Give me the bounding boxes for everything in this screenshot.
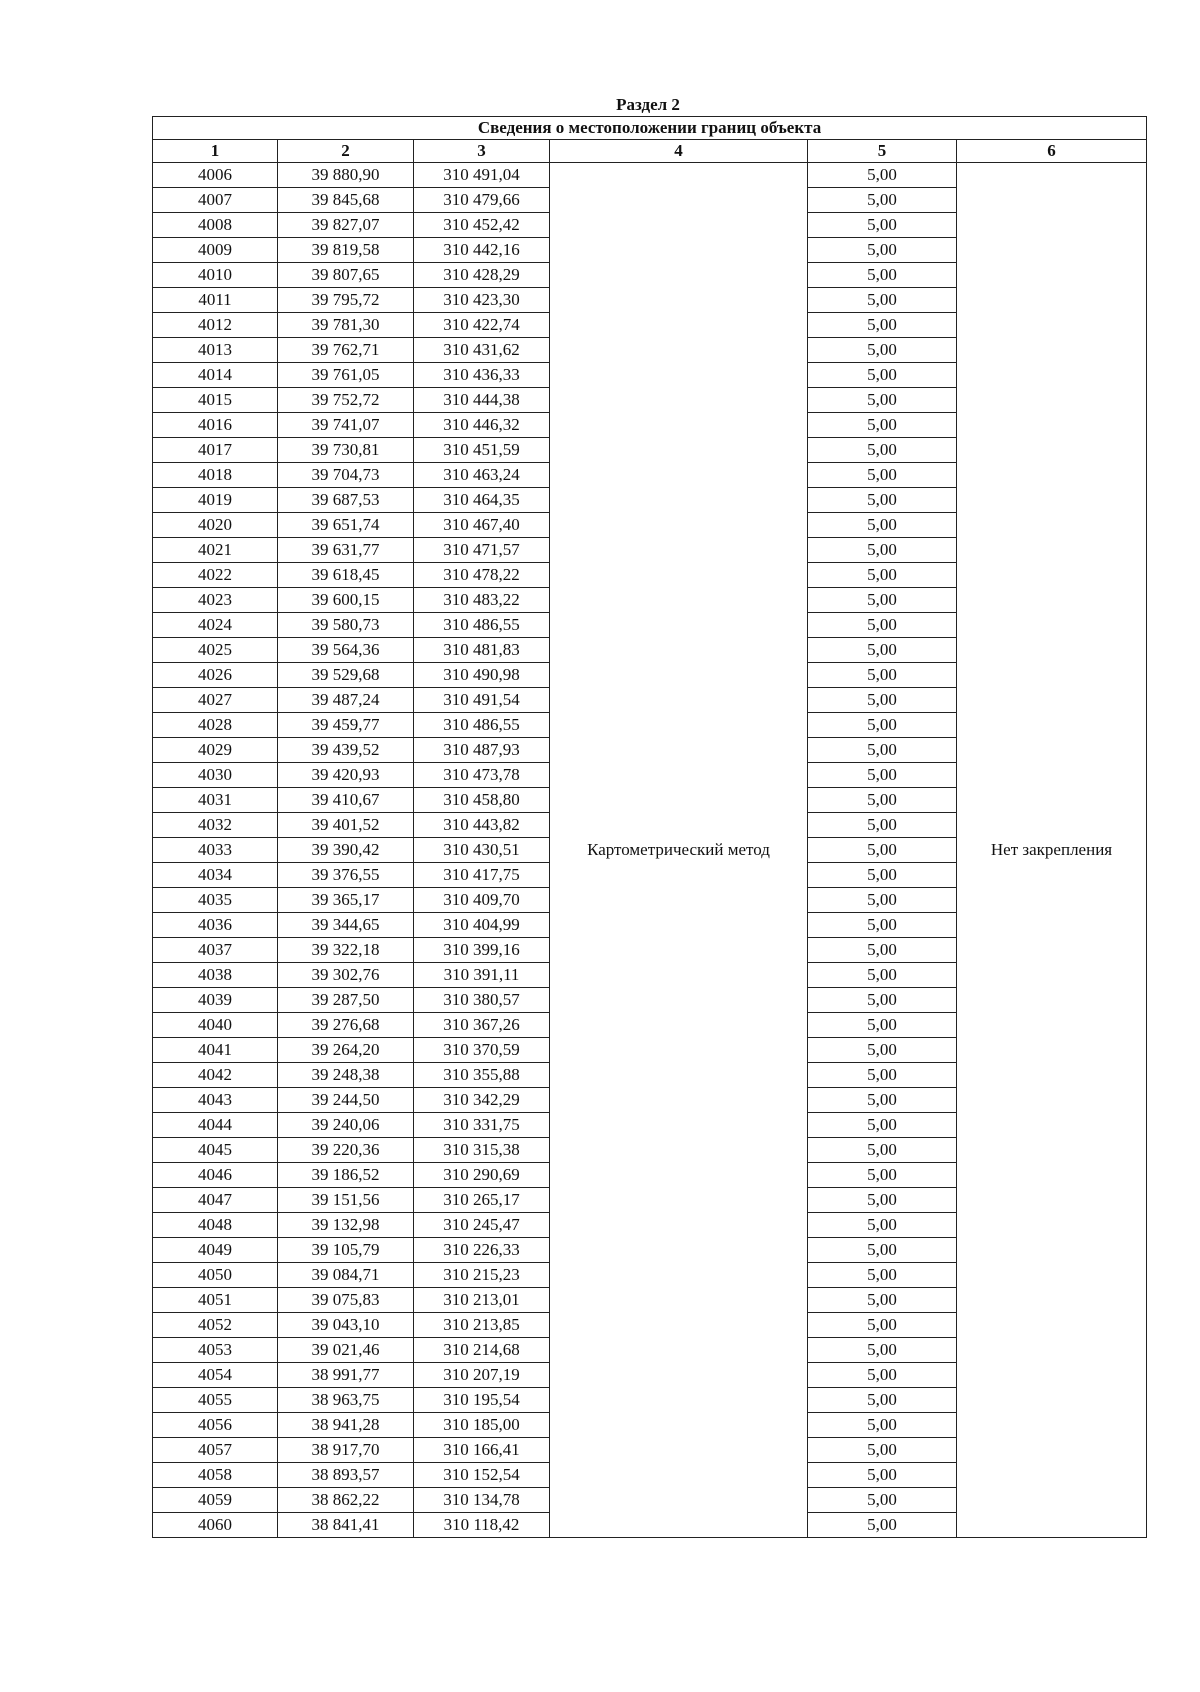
point-number-cell: 4049 (153, 1238, 278, 1263)
accuracy-cell: 5,00 (808, 463, 957, 488)
point-number-cell: 4060 (153, 1513, 278, 1538)
accuracy-cell: 5,00 (808, 1288, 957, 1313)
x-coordinate-cell: 39 365,17 (278, 888, 414, 913)
point-number-cell: 4036 (153, 913, 278, 938)
point-number-cell: 4027 (153, 688, 278, 713)
y-coordinate-cell: 310 342,29 (414, 1088, 550, 1113)
accuracy-cell: 5,00 (808, 1488, 957, 1513)
accuracy-cell: 5,00 (808, 1388, 957, 1413)
point-number-cell: 4018 (153, 463, 278, 488)
y-coordinate-cell: 310 444,38 (414, 388, 550, 413)
point-number-cell: 4013 (153, 338, 278, 363)
column-number-1: 1 (153, 140, 278, 163)
x-coordinate-cell: 39 618,45 (278, 563, 414, 588)
point-number-cell: 4031 (153, 788, 278, 813)
y-coordinate-cell: 310 478,22 (414, 563, 550, 588)
point-number-cell: 4022 (153, 563, 278, 588)
point-number-cell: 4020 (153, 513, 278, 538)
x-coordinate-cell: 39 248,38 (278, 1063, 414, 1088)
point-number-cell: 4006 (153, 163, 278, 188)
x-coordinate-cell: 39 244,50 (278, 1088, 414, 1113)
accuracy-cell: 5,00 (808, 638, 957, 663)
point-number-cell: 4051 (153, 1288, 278, 1313)
x-coordinate-cell: 39 762,71 (278, 338, 414, 363)
accuracy-cell: 5,00 (808, 163, 957, 188)
y-coordinate-cell: 310 463,24 (414, 463, 550, 488)
accuracy-cell: 5,00 (808, 1463, 957, 1488)
accuracy-cell: 5,00 (808, 1013, 957, 1038)
y-coordinate-cell: 310 380,57 (414, 988, 550, 1013)
x-coordinate-cell: 39 287,50 (278, 988, 414, 1013)
accuracy-cell: 5,00 (808, 1363, 957, 1388)
accuracy-cell: 5,00 (808, 738, 957, 763)
point-number-cell: 4055 (153, 1388, 278, 1413)
point-number-cell: 4040 (153, 1013, 278, 1038)
y-coordinate-cell: 310 195,54 (414, 1388, 550, 1413)
accuracy-cell: 5,00 (808, 888, 957, 913)
column-number-2: 2 (278, 140, 414, 163)
x-coordinate-cell: 39 819,58 (278, 238, 414, 263)
x-coordinate-cell: 39 302,76 (278, 963, 414, 988)
accuracy-cell: 5,00 (808, 488, 957, 513)
x-coordinate-cell: 39 151,56 (278, 1188, 414, 1213)
x-coordinate-cell: 39 827,07 (278, 213, 414, 238)
x-coordinate-cell: 39 420,93 (278, 763, 414, 788)
point-number-cell: 4024 (153, 613, 278, 638)
accuracy-cell: 5,00 (808, 388, 957, 413)
accuracy-cell: 5,00 (808, 513, 957, 538)
y-coordinate-cell: 310 446,32 (414, 413, 550, 438)
accuracy-cell: 5,00 (808, 1263, 957, 1288)
point-number-cell: 4052 (153, 1313, 278, 1338)
x-coordinate-cell: 39 651,74 (278, 513, 414, 538)
point-number-cell: 4033 (153, 838, 278, 863)
x-coordinate-cell: 39 845,68 (278, 188, 414, 213)
y-coordinate-cell: 310 331,75 (414, 1113, 550, 1138)
y-coordinate-cell: 310 491,54 (414, 688, 550, 713)
y-coordinate-cell: 310 436,33 (414, 363, 550, 388)
column-numbers-row (153, 140, 1147, 163)
accuracy-cell: 5,00 (808, 1338, 957, 1363)
point-number-cell: 4021 (153, 538, 278, 563)
point-number-cell: 4056 (153, 1413, 278, 1438)
y-coordinate-cell: 310 315,38 (414, 1138, 550, 1163)
table-caption-row (153, 117, 1147, 140)
point-number-cell: 4037 (153, 938, 278, 963)
point-number-cell: 4019 (153, 488, 278, 513)
point-number-cell: 4028 (153, 713, 278, 738)
point-number-cell: 4014 (153, 363, 278, 388)
accuracy-cell: 5,00 (808, 338, 957, 363)
y-coordinate-cell: 310 290,69 (414, 1163, 550, 1188)
accuracy-cell: 5,00 (808, 838, 957, 863)
x-coordinate-cell: 39 459,77 (278, 713, 414, 738)
table-row (153, 163, 1147, 188)
point-number-cell: 4023 (153, 588, 278, 613)
accuracy-cell: 5,00 (808, 1063, 957, 1088)
accuracy-cell: 5,00 (808, 1238, 957, 1263)
x-coordinate-cell: 39 410,67 (278, 788, 414, 813)
x-coordinate-cell: 39 376,55 (278, 863, 414, 888)
point-number-cell: 4012 (153, 313, 278, 338)
accuracy-cell: 5,00 (808, 413, 957, 438)
y-coordinate-cell: 310 404,99 (414, 913, 550, 938)
y-coordinate-cell: 310 471,57 (414, 538, 550, 563)
accuracy-cell: 5,00 (808, 438, 957, 463)
boundary-coordinates-table (152, 116, 1147, 1538)
x-coordinate-cell: 39 084,71 (278, 1263, 414, 1288)
point-number-cell: 4039 (153, 988, 278, 1013)
y-coordinate-cell: 310 391,11 (414, 963, 550, 988)
x-coordinate-cell: 38 917,70 (278, 1438, 414, 1463)
x-coordinate-cell: 39 322,18 (278, 938, 414, 963)
table-caption: Сведения о местоположении границ объекта (153, 117, 1147, 140)
y-coordinate-cell: 310 213,85 (414, 1313, 550, 1338)
y-coordinate-cell: 310 399,16 (414, 938, 550, 963)
x-coordinate-cell: 39 186,52 (278, 1163, 414, 1188)
y-coordinate-cell: 310 370,59 (414, 1038, 550, 1063)
accuracy-cell: 5,00 (808, 213, 957, 238)
point-number-cell: 4057 (153, 1438, 278, 1463)
x-coordinate-cell: 39 132,98 (278, 1213, 414, 1238)
y-coordinate-cell: 310 487,93 (414, 738, 550, 763)
x-coordinate-cell: 39 021,46 (278, 1338, 414, 1363)
column-number-5: 5 (808, 140, 957, 163)
accuracy-cell: 5,00 (808, 563, 957, 588)
point-number-cell: 4016 (153, 413, 278, 438)
column-number-4: 4 (550, 140, 808, 163)
accuracy-cell: 5,00 (808, 538, 957, 563)
accuracy-cell: 5,00 (808, 938, 957, 963)
y-coordinate-cell: 310 422,74 (414, 313, 550, 338)
y-coordinate-cell: 310 423,30 (414, 288, 550, 313)
y-coordinate-cell: 310 409,70 (414, 888, 550, 913)
y-coordinate-cell: 310 452,42 (414, 213, 550, 238)
y-coordinate-cell: 310 473,78 (414, 763, 550, 788)
point-number-cell: 4041 (153, 1038, 278, 1063)
accuracy-cell: 5,00 (808, 613, 957, 638)
point-number-cell: 4030 (153, 763, 278, 788)
point-number-cell: 4044 (153, 1113, 278, 1138)
point-number-cell: 4054 (153, 1363, 278, 1388)
y-coordinate-cell: 310 185,00 (414, 1413, 550, 1438)
x-coordinate-cell: 39 781,30 (278, 313, 414, 338)
fixing-cell: Нет закрепления (957, 163, 1147, 1538)
accuracy-cell: 5,00 (808, 1163, 957, 1188)
x-coordinate-cell: 39 529,68 (278, 663, 414, 688)
x-coordinate-cell: 39 220,36 (278, 1138, 414, 1163)
point-number-cell: 4011 (153, 288, 278, 313)
x-coordinate-cell: 39 344,65 (278, 913, 414, 938)
point-number-cell: 4050 (153, 1263, 278, 1288)
point-number-cell: 4025 (153, 638, 278, 663)
y-coordinate-cell: 310 213,01 (414, 1288, 550, 1313)
y-coordinate-cell: 310 483,22 (414, 588, 550, 613)
y-coordinate-cell: 310 367,26 (414, 1013, 550, 1038)
point-number-cell: 4048 (153, 1213, 278, 1238)
point-number-cell: 4045 (153, 1138, 278, 1163)
accuracy-cell: 5,00 (808, 1213, 957, 1238)
y-coordinate-cell: 310 443,82 (414, 813, 550, 838)
y-coordinate-cell: 310 486,55 (414, 613, 550, 638)
point-number-cell: 4034 (153, 863, 278, 888)
accuracy-cell: 5,00 (808, 788, 957, 813)
x-coordinate-cell: 39 276,68 (278, 1013, 414, 1038)
x-coordinate-cell: 38 991,77 (278, 1363, 414, 1388)
accuracy-cell: 5,00 (808, 913, 957, 938)
x-coordinate-cell: 38 941,28 (278, 1413, 414, 1438)
accuracy-cell: 5,00 (808, 863, 957, 888)
point-number-cell: 4007 (153, 188, 278, 213)
section-title: Раздел 2 (616, 95, 680, 114)
point-number-cell: 4059 (153, 1488, 278, 1513)
accuracy-cell: 5,00 (808, 263, 957, 288)
accuracy-cell: 5,00 (808, 288, 957, 313)
point-number-cell: 4046 (153, 1163, 278, 1188)
y-coordinate-cell: 310 479,66 (414, 188, 550, 213)
point-number-cell: 4026 (153, 663, 278, 688)
accuracy-cell: 5,00 (808, 313, 957, 338)
column-number-6: 6 (957, 140, 1147, 163)
y-coordinate-cell: 310 207,19 (414, 1363, 550, 1388)
y-coordinate-cell: 310 442,16 (414, 238, 550, 263)
x-coordinate-cell: 38 893,57 (278, 1463, 414, 1488)
y-coordinate-cell: 310 451,59 (414, 438, 550, 463)
accuracy-cell: 5,00 (808, 1413, 957, 1438)
accuracy-cell: 5,00 (808, 713, 957, 738)
y-coordinate-cell: 310 214,68 (414, 1338, 550, 1363)
y-coordinate-cell: 310 417,75 (414, 863, 550, 888)
y-coordinate-cell: 310 245,47 (414, 1213, 550, 1238)
x-coordinate-cell: 39 687,53 (278, 488, 414, 513)
point-number-cell: 4017 (153, 438, 278, 463)
accuracy-cell: 5,00 (808, 688, 957, 713)
x-coordinate-cell: 39 761,05 (278, 363, 414, 388)
accuracy-cell: 5,00 (808, 1038, 957, 1063)
y-coordinate-cell: 310 118,42 (414, 1513, 550, 1538)
x-coordinate-cell: 39 807,65 (278, 263, 414, 288)
table-body (153, 163, 1147, 1538)
point-number-cell: 4008 (153, 213, 278, 238)
accuracy-cell: 5,00 (808, 813, 957, 838)
point-number-cell: 4058 (153, 1463, 278, 1488)
point-number-cell: 4047 (153, 1188, 278, 1213)
x-coordinate-cell: 39 580,73 (278, 613, 414, 638)
method-cell: Картометрический метод (550, 163, 808, 1538)
y-coordinate-cell: 310 265,17 (414, 1188, 550, 1213)
point-number-cell: 4042 (153, 1063, 278, 1088)
point-number-cell: 4043 (153, 1088, 278, 1113)
accuracy-cell: 5,00 (808, 1138, 957, 1163)
y-coordinate-cell: 310 226,33 (414, 1238, 550, 1263)
point-number-cell: 4029 (153, 738, 278, 763)
point-number-cell: 4009 (153, 238, 278, 263)
accuracy-cell: 5,00 (808, 663, 957, 688)
accuracy-cell: 5,00 (808, 988, 957, 1013)
accuracy-cell: 5,00 (808, 188, 957, 213)
point-number-cell: 4010 (153, 263, 278, 288)
x-coordinate-cell: 39 795,72 (278, 288, 414, 313)
y-coordinate-cell: 310 215,23 (414, 1263, 550, 1288)
x-coordinate-cell: 39 730,81 (278, 438, 414, 463)
y-coordinate-cell: 310 428,29 (414, 263, 550, 288)
x-coordinate-cell: 39 880,90 (278, 163, 414, 188)
x-coordinate-cell: 39 264,20 (278, 1038, 414, 1063)
x-coordinate-cell: 39 401,52 (278, 813, 414, 838)
x-coordinate-cell: 38 963,75 (278, 1388, 414, 1413)
accuracy-cell: 5,00 (808, 1188, 957, 1213)
y-coordinate-cell: 310 430,51 (414, 838, 550, 863)
accuracy-cell: 5,00 (808, 1438, 957, 1463)
accuracy-cell: 5,00 (808, 963, 957, 988)
x-coordinate-cell: 39 564,36 (278, 638, 414, 663)
point-number-cell: 4032 (153, 813, 278, 838)
y-coordinate-cell: 310 166,41 (414, 1438, 550, 1463)
accuracy-cell: 5,00 (808, 238, 957, 263)
point-number-cell: 4038 (153, 963, 278, 988)
x-coordinate-cell: 39 043,10 (278, 1313, 414, 1338)
y-coordinate-cell: 310 458,80 (414, 788, 550, 813)
x-coordinate-cell: 39 439,52 (278, 738, 414, 763)
x-coordinate-cell: 39 240,06 (278, 1113, 414, 1138)
y-coordinate-cell: 310 490,98 (414, 663, 550, 688)
x-coordinate-cell: 39 704,73 (278, 463, 414, 488)
y-coordinate-cell: 310 134,78 (414, 1488, 550, 1513)
y-coordinate-cell: 310 467,40 (414, 513, 550, 538)
accuracy-cell: 5,00 (808, 1313, 957, 1338)
accuracy-cell: 5,00 (808, 1113, 957, 1138)
point-number-cell: 4035 (153, 888, 278, 913)
x-coordinate-cell: 39 390,42 (278, 838, 414, 863)
point-number-cell: 4053 (153, 1338, 278, 1363)
y-coordinate-cell: 310 431,62 (414, 338, 550, 363)
x-coordinate-cell: 39 487,24 (278, 688, 414, 713)
y-coordinate-cell: 310 464,35 (414, 488, 550, 513)
accuracy-cell: 5,00 (808, 588, 957, 613)
x-coordinate-cell: 39 075,83 (278, 1288, 414, 1313)
x-coordinate-cell: 39 600,15 (278, 588, 414, 613)
x-coordinate-cell: 39 741,07 (278, 413, 414, 438)
point-number-cell: 4015 (153, 388, 278, 413)
y-coordinate-cell: 310 486,55 (414, 713, 550, 738)
column-number-3: 3 (414, 140, 550, 163)
y-coordinate-cell: 310 481,83 (414, 638, 550, 663)
y-coordinate-cell: 310 152,54 (414, 1463, 550, 1488)
accuracy-cell: 5,00 (808, 763, 957, 788)
x-coordinate-cell: 38 841,41 (278, 1513, 414, 1538)
x-coordinate-cell: 39 105,79 (278, 1238, 414, 1263)
y-coordinate-cell: 310 355,88 (414, 1063, 550, 1088)
accuracy-cell: 5,00 (808, 363, 957, 388)
accuracy-cell: 5,00 (808, 1088, 957, 1113)
x-coordinate-cell: 38 862,22 (278, 1488, 414, 1513)
y-coordinate-cell: 310 491,04 (414, 163, 550, 188)
accuracy-cell: 5,00 (808, 1513, 957, 1538)
x-coordinate-cell: 39 631,77 (278, 538, 414, 563)
x-coordinate-cell: 39 752,72 (278, 388, 414, 413)
